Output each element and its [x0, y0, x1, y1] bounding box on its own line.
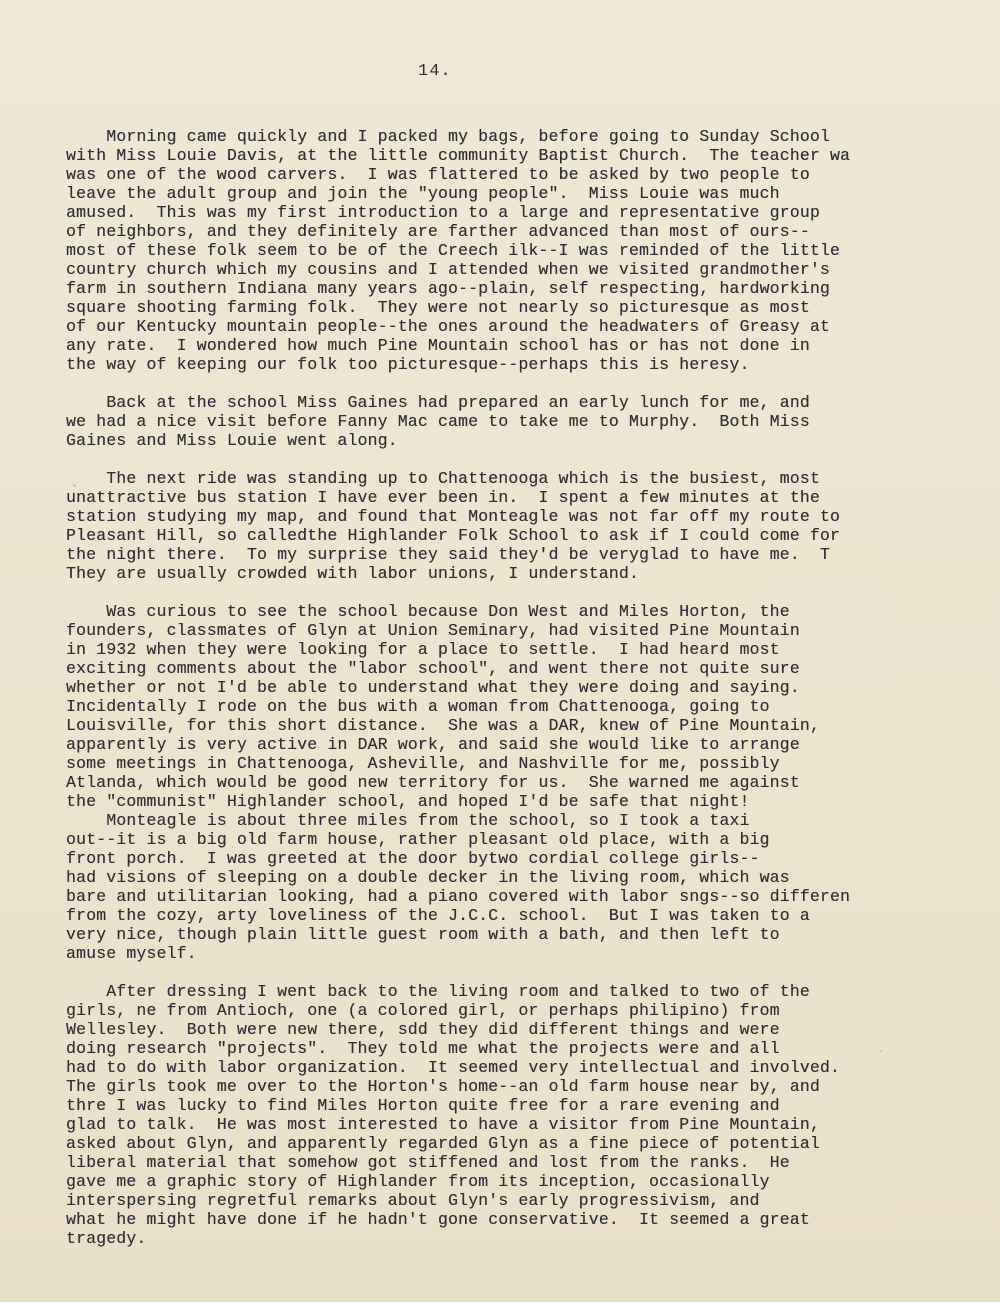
text-line: had visions of sleeping on a double decker in the living room, which was	[66, 868, 790, 887]
text-line: Morning came quickly and I packed my bags, before going to Sunday School	[66, 127, 830, 146]
text-line: girls, ne from Antioch, one (a colored girl, or perhaps philipino) from	[66, 1001, 780, 1020]
text-line: liberal material that somehow got stiffened and lost from the ranks. He	[66, 1153, 790, 1172]
text-line: Was curious to see the school because Don West and Miles Horton, the	[66, 602, 790, 621]
paper-speck	[880, 1050, 882, 1052]
text-line: amuse myself.	[66, 944, 197, 963]
text-line: The next ride was standing up to Chattenooga which is the busiest, most	[66, 469, 820, 488]
text-line: exciting comments about the "labor school", and went there not quite sure	[66, 659, 800, 678]
text-line: front porch. I was greeted at the door bytwo cordial college girls--	[66, 849, 760, 868]
text-line: They are usually crowded with labor unions, I understand.	[66, 564, 639, 583]
text-line: square shooting farming folk. They were not nearly so picturesque as most	[66, 298, 810, 317]
paragraph	[66, 469, 981, 583]
text-line: what he might have done if he hadn't gone conservative. It seemed a great	[66, 1210, 810, 1229]
text-line: leave the adult group and join the "young people". Miss Louie was much	[66, 184, 780, 203]
text-line: founders, classmates of Glyn at Union Seminary, had visited Pine Mountain	[66, 621, 800, 640]
paper-speck	[612, 740, 614, 742]
text-line: Atlanda, which would be good new territory for us. She warned me against	[66, 773, 800, 792]
text-line: station studying my map, and found that Monteagle was not far off my route to	[66, 507, 840, 526]
text-line: any rate. I wondered how much Pine Mountain school has or has not done in	[66, 336, 810, 355]
page-number: 14.	[418, 62, 452, 81]
text-line: thre I was lucky to find Miles Horton quite free for a rare evening and	[66, 1096, 780, 1115]
text-line: farm in southern Indiana many years ago--plain, self respecting, hardworking	[66, 279, 830, 298]
paper-speck	[73, 484, 76, 487]
paragraph	[66, 602, 981, 963]
text-line: out--it is a big old farm house, rather pleasant old place, with a big	[66, 830, 770, 849]
text-line: with Miss Louie Davis, at the little community Baptist Church. The teacher wa	[66, 146, 851, 165]
text-line: of our Kentucky mountain people--the ones around the headwaters of Greasy at	[66, 317, 830, 336]
text-line: very nice, though plain little guest room with a bath, and then left to	[66, 925, 780, 944]
text-line: apparently is very active in DAR work, and said she would like to arrange	[66, 735, 800, 754]
text-line: Incidentally I rode on the bus with a woman from Chattenooga, going to	[66, 697, 770, 716]
text-line: most of these folk seem to be of the Creech ilk--I was reminded of the little	[66, 241, 840, 260]
text-line: of neighbors, and they definitely are farther advanced than most of ours--	[66, 222, 810, 241]
text-line: bare and utilitarian looking, had a piano covered with labor sngs--so differen	[66, 887, 851, 906]
text-line: had to do with labor organization. It seemed very intellectual and involved.	[66, 1058, 840, 1077]
text-line: Wellesley. Both were new there, sdd they did different things and were	[66, 1020, 780, 1039]
paragraph	[66, 393, 981, 450]
paragraph	[66, 982, 981, 1248]
text-line: country church which my cousins and I attended when we visited grandmother's	[66, 260, 830, 279]
body-text	[66, 127, 981, 1248]
text-line: After dressing I went back to the living room and talked to two of the	[66, 982, 810, 1001]
text-line: we had a nice visit before Fanny Mac came to take me to Murphy. Both Miss	[66, 412, 810, 431]
text-line: Gaines and Miss Louie went along.	[66, 431, 398, 450]
text-line: tragedy.	[66, 1229, 147, 1248]
text-line: amused. This was my first introduction to a large and representative group	[66, 203, 820, 222]
text-line: Back at the school Miss Gaines had prepared an early lunch for me, and	[66, 393, 810, 412]
text-line: interspersing regretful remarks about Glyn's early progressivism, and	[66, 1191, 760, 1210]
text-line: Louisville, for this short distance. She was a DAR, knew of Pine Mountain,	[66, 716, 820, 735]
paragraph	[66, 127, 981, 374]
text-line: some meetings in Chattenooga, Asheville, and Nashville for me, possibly	[66, 754, 780, 773]
text-line: The girls took me over to the Horton's home--an old farm house near by, and	[66, 1077, 820, 1096]
text-line: in 1932 when they were looking for a place to settle. I had heard most	[66, 640, 780, 659]
text-line: the "communist" Highlander school, and hoped I'd be safe that night!	[66, 792, 750, 811]
text-line: gave me a graphic story of Highlander from its inception, occasionally	[66, 1172, 770, 1191]
text-line: from the cozy, arty loveliness of the J.C.C. school. But I was taken to a	[66, 906, 810, 925]
text-line: doing research "projects". They told me what the projects were and all	[66, 1039, 780, 1058]
text-line: was one of the wood carvers. I was flattered to be asked by two people to	[66, 165, 810, 184]
text-line: the night there. To my surprise they said they'd be veryglad to have me. T	[66, 545, 830, 564]
text-line: the way of keeping our folk too picturesque--perhaps this is heresy.	[66, 355, 750, 374]
text-line: Monteagle is about three miles from the school, so I took a taxi	[66, 811, 750, 830]
text-line: glad to talk. He was most interested to have a visitor from Pine Mountain,	[66, 1115, 820, 1134]
text-line: Pleasant Hill, so calledthe Highlander Folk School to ask if I could come for	[66, 526, 840, 545]
text-line: whether or not I'd be able to understand what they were doing and saying.	[66, 678, 800, 697]
text-line: asked about Glyn, and apparently regarded Glyn as a fine piece of potential	[66, 1134, 820, 1153]
text-line: unattractive bus station I have ever been in. I spent a few minutes at the	[66, 488, 820, 507]
